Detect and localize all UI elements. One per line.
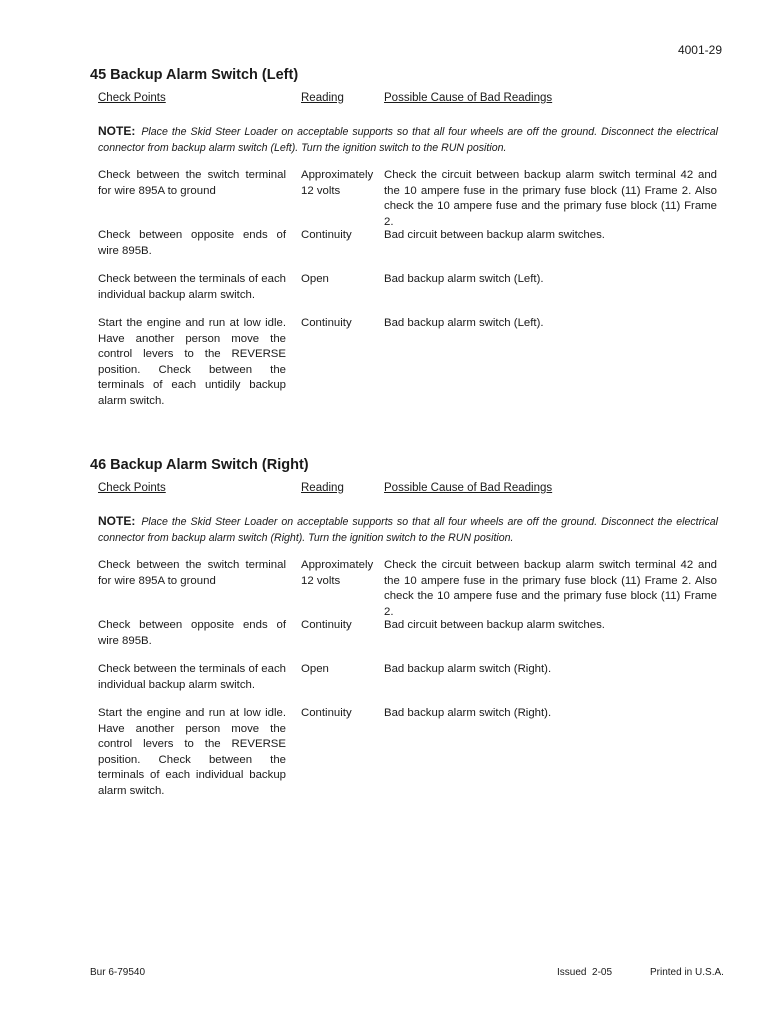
note (98, 513, 718, 546)
check-point-cell: Start the engine and run at low idle. Have another person move the control levers to the REVERSE position. Check between the terminals of each individual backup alarm switch. (98, 707, 286, 797)
cause-cell: Bad circuit between backup alarm switches. (384, 619, 605, 631)
table-row (90, 316, 718, 407)
check-point-cell: Check between the switch terminal for wire 895A to ground (98, 559, 286, 587)
cause-cell: Check the circuit between backup alarm switch terminal 42 and the 10 ampere fuse in the primary fuse block (11) Frame 2. Also check the 10 ampere fuse and the primary fuse block (11) Frame 2. (384, 559, 717, 618)
check-point-cell: Check between the switch terminal for wire 895A to ground (98, 169, 286, 197)
reading-cell: Open (301, 663, 329, 675)
reading-cell: Continuity (301, 707, 352, 719)
table-row (90, 168, 718, 228)
header-possible-cause: Possible Cause of Bad Readings (384, 92, 553, 104)
section-46-right (90, 456, 718, 797)
header-reading: Reading (301, 92, 344, 104)
table-row (90, 272, 718, 316)
reading-cell: Approximately 12 volts (301, 169, 374, 197)
reading-cell: Approximately 12 volts (301, 559, 374, 587)
footer-doc-number: Bur 6-79540 (90, 967, 146, 978)
footer-issued: Issued 2-05 (557, 967, 613, 978)
cause-cell: Bad backup alarm switch (Left). (384, 273, 544, 285)
note-label: NOTE: (98, 124, 136, 138)
table-row (90, 558, 718, 618)
reading-cell: Continuity (301, 229, 352, 241)
cause-cell: Bad backup alarm switch (Right). (384, 663, 552, 675)
header-possible-cause: Possible Cause of Bad Readings (384, 482, 553, 494)
reading-cell: Continuity (301, 317, 352, 329)
note (98, 123, 718, 156)
table-row (90, 706, 718, 797)
check-point-cell: Check between opposite ends of wire 895B. (98, 619, 286, 647)
section-title: 45 Backup Alarm Switch (Left) (90, 67, 299, 83)
cause-cell: Bad circuit between backup alarm switches. (384, 229, 605, 241)
table-row (90, 618, 718, 662)
cause-cell: Bad backup alarm switch (Right). (384, 707, 552, 719)
note-text: Place the Skid Steer Loader on acceptable supports so that all four wheels are off the ground. Disconnect the electrical connector from backup alarm switch (Right). Turn the ignition switch to the RUN position. (98, 516, 718, 544)
header-check-points: Check Points (98, 92, 166, 104)
section-title: 46 Backup Alarm Switch (Right) (90, 457, 309, 473)
page-number: 4001-29 (677, 43, 722, 57)
check-point-cell: Check between the terminals of each individual backup alarm switch. (98, 663, 286, 691)
header-reading: Reading (301, 482, 344, 494)
cause-cell: Bad backup alarm switch (Left). (384, 317, 544, 329)
reading-cell: Open (301, 273, 329, 285)
cause-cell: Check the circuit between backup alarm switch terminal 42 and the 10 ampere fuse in the primary fuse block (11) Frame 2. Also check the 10 ampere fuse and the primary fuse block (11) Frame 2. (384, 169, 717, 228)
section-45-left (90, 66, 718, 407)
note-label: NOTE: (98, 514, 136, 528)
check-point-cell: Check between opposite ends of wire 895B. (98, 229, 286, 257)
reading-cell: Continuity (301, 619, 352, 631)
table-header (90, 92, 718, 108)
footer-printed: Printed in U.S.A. (650, 967, 724, 978)
table-row (90, 228, 718, 272)
check-point-cell: Check between the terminals of each individual backup alarm switch. (98, 273, 286, 301)
header-check-points: Check Points (98, 482, 166, 494)
table-row (90, 662, 718, 706)
table-header (90, 482, 718, 498)
note-text: Place the Skid Steer Loader on acceptable supports so that all four wheels are off the ground. Disconnect the electrical connector from backup alarm switch (Left). Turn the ignition switch to the RUN position. (98, 126, 718, 154)
check-point-cell: Start the engine and run at low idle. Have another person move the control levers to the REVERSE position. Check between the terminals of each untidily backup alarm switch. (98, 317, 286, 407)
